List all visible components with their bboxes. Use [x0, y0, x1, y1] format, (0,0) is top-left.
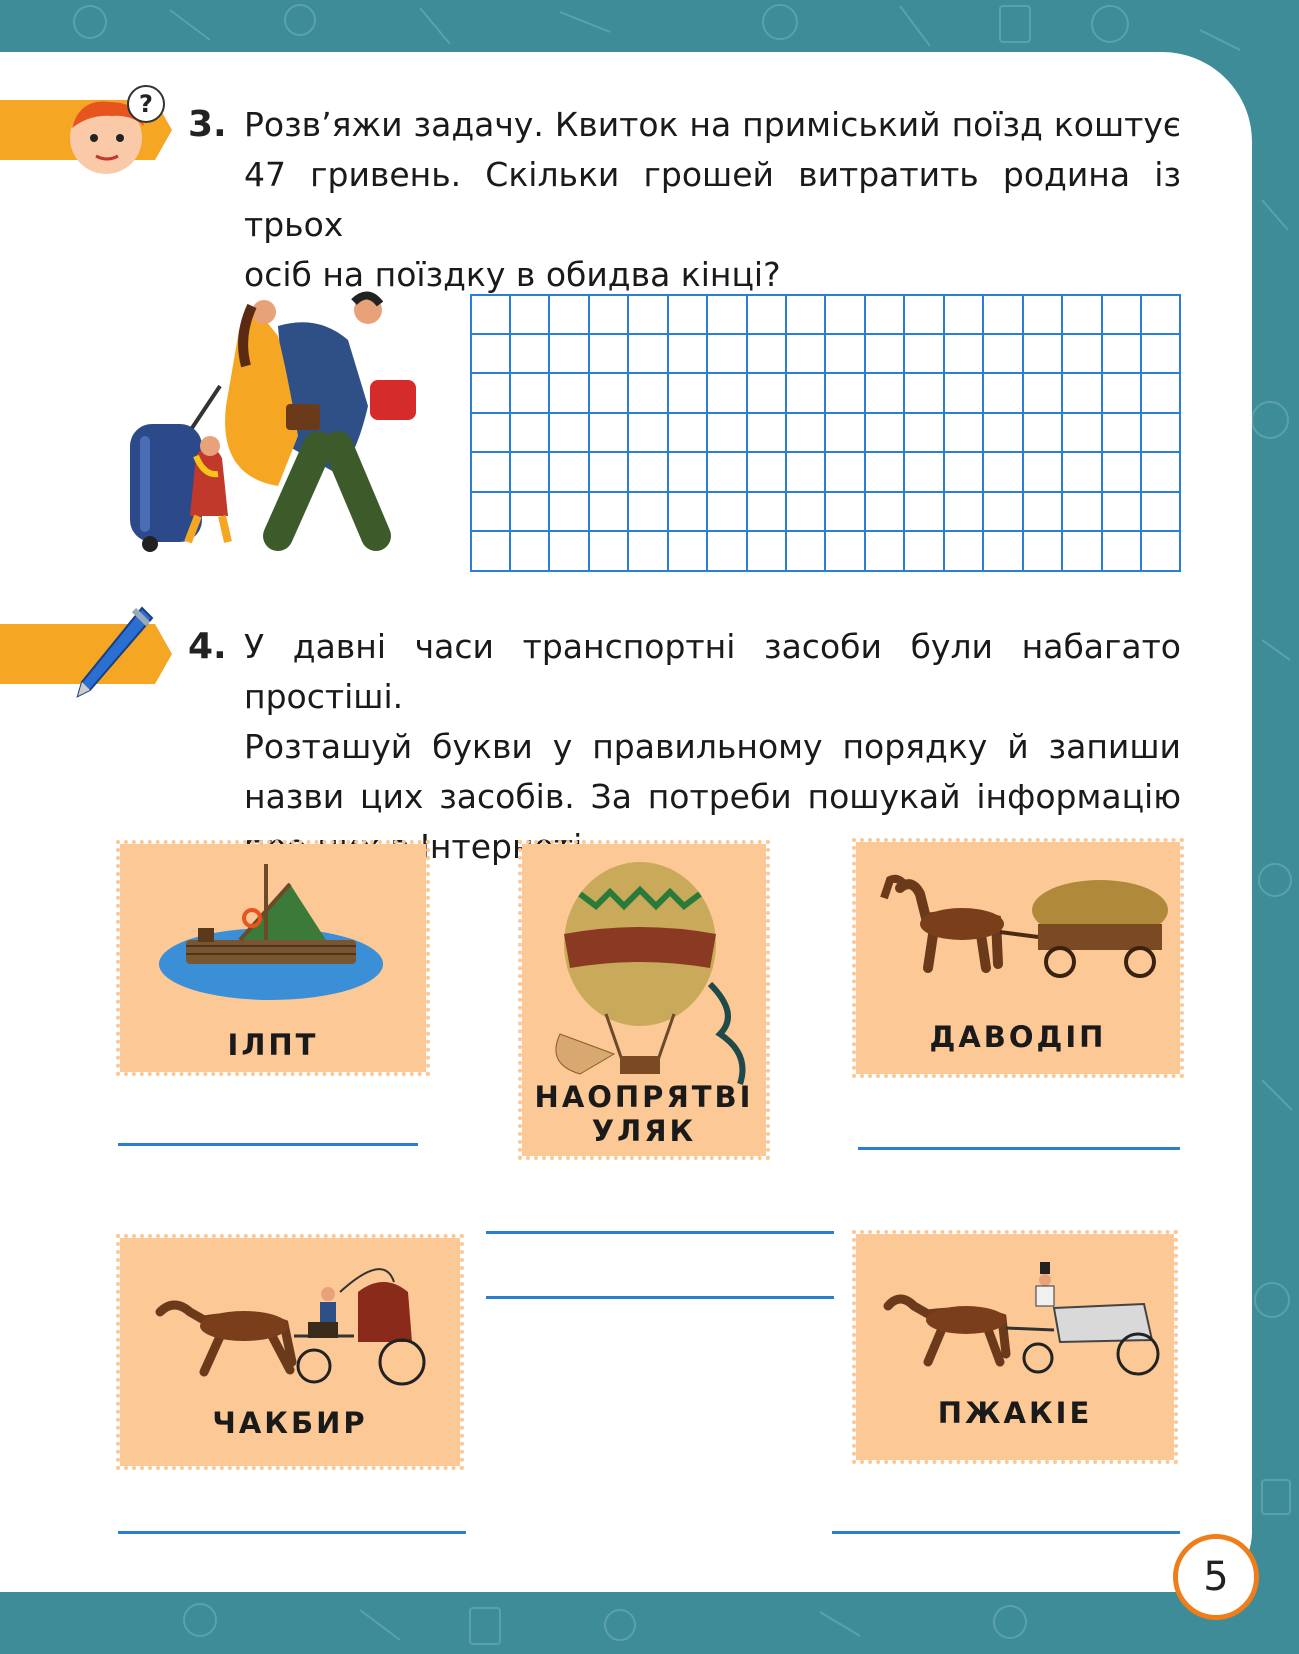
task3-line: осіб на поїздку в обидва кінці?: [244, 255, 781, 294]
task3-line: 47 гривень. Скільки грошей витратить родина із трьох: [244, 155, 1181, 244]
card-carriage: [120, 1238, 460, 1466]
card-word: ДАВОДІП: [929, 1020, 1107, 1054]
family-travel-illustration: [118, 296, 438, 556]
pen-icon: [72, 602, 152, 702]
balloon-picture: [550, 864, 750, 1084]
card-hay-cart: [856, 842, 1180, 1074]
task3-number: 3.: [188, 104, 227, 145]
task4-line: назви цих засобів. За потреби пошукай інформацію: [244, 777, 1181, 816]
task4-number: 4.: [188, 626, 227, 667]
task3-line: Розв’яжи задачу. Квиток на приміський поїзд коштує: [244, 105, 1181, 144]
card-word: ЧАКБИР: [212, 1406, 368, 1440]
answer-line[interactable]: [118, 1531, 466, 1534]
answer-line[interactable]: [486, 1296, 834, 1299]
task4-line: У давні часи транспортні засоби були набагато простіші.: [244, 627, 1181, 716]
raft-picture: [156, 854, 386, 1004]
page-number: 5: [1173, 1534, 1259, 1620]
card-word: ПЖАКІЕ: [937, 1396, 1093, 1430]
svg-text:?: ?: [139, 90, 153, 118]
card-balloon: [522, 844, 766, 1156]
hay-cart-picture: [876, 868, 1166, 988]
answer-line[interactable]: [118, 1143, 418, 1146]
card-word: УЛЯК: [591, 1114, 697, 1148]
card-word: ІЛПТ: [227, 1028, 319, 1062]
answer-grid[interactable]: [470, 294, 1181, 572]
task4-line: Інтернеті.: [420, 827, 593, 866]
card-word: НАОПРЯТВІ: [534, 1080, 754, 1114]
task4-text: [244, 622, 1181, 872]
answer-line[interactable]: [486, 1231, 834, 1234]
answer-line[interactable]: [832, 1531, 1180, 1534]
answer-line[interactable]: [858, 1147, 1180, 1150]
thinking-boy-icon: [60, 84, 170, 180]
carriage-picture: [144, 1262, 444, 1392]
white-carriage-picture: [874, 1258, 1164, 1378]
task3-text: [244, 100, 1181, 300]
card-raft: [120, 844, 426, 1072]
task4-line: Розташуй букви у правильному порядку й запиши: [244, 727, 1181, 766]
card-white-carriage: [856, 1234, 1174, 1460]
